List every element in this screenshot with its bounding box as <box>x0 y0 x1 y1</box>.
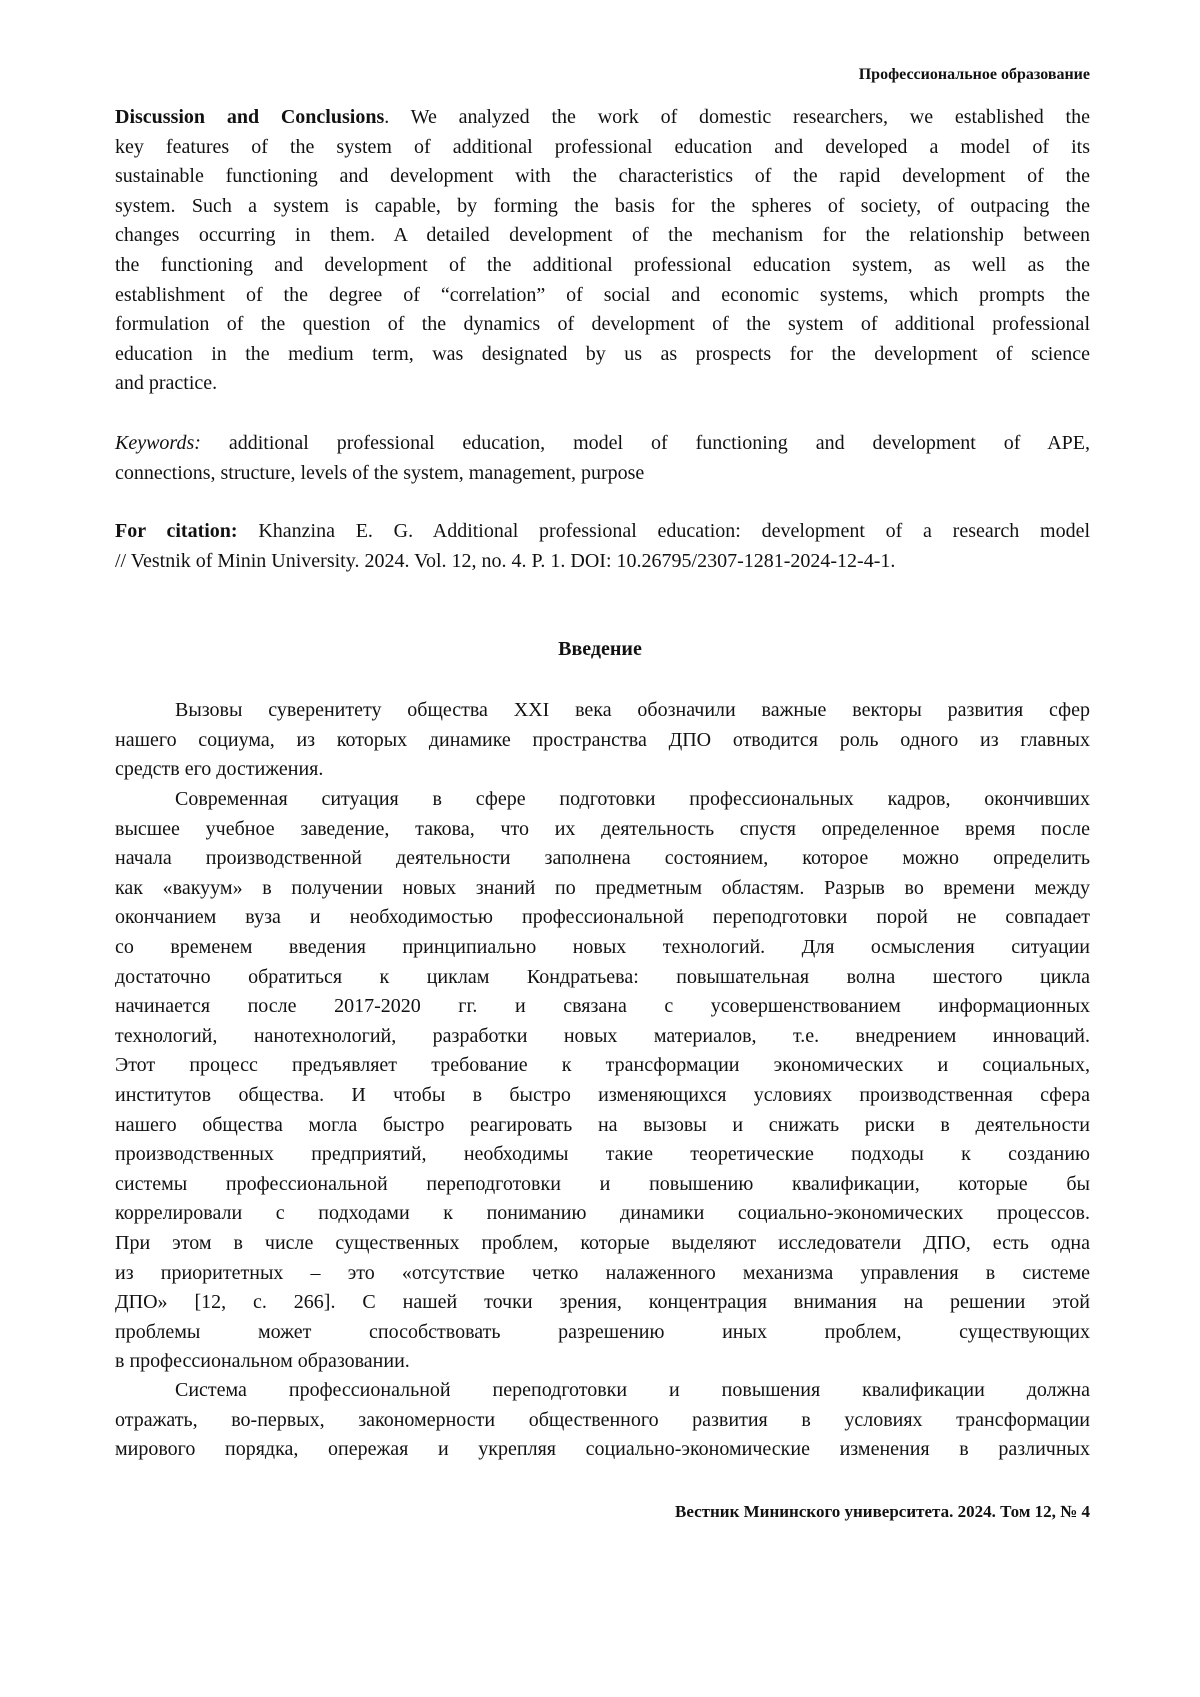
keywords-paragraph <box>115 429 1090 488</box>
label: Discussion and Conclusions <box>115 106 384 128</box>
line-text: and practice. <box>115 372 217 394</box>
text-line: Вызовы суверенитету общества XXI века обозначили важные векторы развития сфер <box>115 696 1090 726</box>
body-paragraph-2 <box>115 785 1090 1377</box>
text-line <box>115 517 1090 547</box>
text-line: нашего общества могла быстро реагировать на вызовы и снижать риски в деятельности <box>115 1111 1090 1141</box>
body-paragraph-1 <box>115 696 1090 785</box>
text-line: проблемы может способствовать разрешению иных проблем, существующих <box>115 1318 1090 1348</box>
text-line: со временем введения принципиально новых технологий. Для осмысления ситуации <box>115 933 1090 963</box>
text-line: производственных предприятий, необходимы такие теоретические подходы к созданию <box>115 1140 1090 1170</box>
text-line: коррелировали с подходами к пониманию динамики социально-экономических процессов. <box>115 1199 1090 1229</box>
line-text: the functioning and development of the additional professional education system, as well as the <box>115 254 1090 276</box>
text-line <box>115 133 1090 163</box>
line-text: . We analyzed the work of domestic researchers, we established the <box>384 106 1090 128</box>
text-line <box>115 162 1090 192</box>
text-line <box>115 369 1090 399</box>
text-line: отражать, во-первых, закономерности общественного развития в условиях трансформации <box>115 1406 1090 1436</box>
line-text: formulation of the question of the dynamics of development of the system of additional professional <box>115 313 1090 335</box>
text-line: Этот процесс предъявляет требование к трансформации экономических и социальных, <box>115 1051 1090 1081</box>
section-title: Введение <box>0 638 1200 661</box>
text-line: достаточно обратиться к циклам Кондратьева: повышательная волна шестого цикла <box>115 963 1090 993</box>
line-text: Khanzina E. G. Additional professional education: development of a research model <box>238 520 1090 542</box>
line-text: connections, structure, levels of the system, management, purpose <box>115 462 644 484</box>
text-line: нашего социума, из которых динамике пространства ДПО отводится роль одного из главных <box>115 726 1090 756</box>
text-line: из приоритетных – это «отсутствие четко налаженного механизма управления в системе <box>115 1259 1090 1289</box>
line-text: // Vestnik of Minin University. 2024. Vol. 12, no. 4. P. 1. DOI: 10.26795/2307-1281-2024-12-4-1. <box>115 550 895 572</box>
text-line <box>115 192 1090 222</box>
text-line <box>115 103 1090 133</box>
text-line <box>115 429 1090 459</box>
text-line <box>115 251 1090 281</box>
label: For citation: <box>115 520 238 542</box>
line-text: additional professional education, model of functioning and development of APE, <box>201 432 1090 454</box>
text-line: институтов общества. И чтобы в быстро изменяющихся условиях производственная сфера <box>115 1081 1090 1111</box>
discussion-paragraph <box>115 103 1090 399</box>
text-line: начинается после 2017-2020 гг. и связана с усовершенствованием информационных <box>115 992 1090 1022</box>
text-line: в профессиональном образовании. <box>115 1347 1090 1377</box>
text-line <box>115 281 1090 311</box>
text-line <box>115 340 1090 370</box>
line-text: system. Such a system is capable, by forming the basis for the spheres of society, of outpacing the <box>115 195 1090 217</box>
text-line <box>115 459 1090 489</box>
text-line: окончанием вуза и необходимостью профессиональной переподготовки порой не совпадает <box>115 903 1090 933</box>
line-text: changes occurring in them. A detailed development of the mechanism for the relationship between <box>115 224 1090 246</box>
line-text: establishment of the degree of “correlation” of social and economic systems, which prompts the <box>115 284 1090 306</box>
text-line: системы профессиональной переподготовки и повышению квалификации, которые бы <box>115 1170 1090 1200</box>
text-line <box>115 310 1090 340</box>
text-line <box>115 221 1090 251</box>
citation-paragraph <box>115 517 1090 576</box>
text-line: технологий, нанотехнологий, разработки новых материалов, т.е. внедрением инноваций. <box>115 1022 1090 1052</box>
line-text: education in the medium term, was designated by us as prospects for the development of science <box>115 343 1090 365</box>
label: Keywords: <box>115 432 201 454</box>
text-line: Современная ситуация в сфере подготовки профессиональных кадров, окончивших <box>115 785 1090 815</box>
journal-footer: Вестник Мининского университета. 2024. Том 12, № 4 <box>675 1502 1090 1522</box>
line-text: key features of the system of additional professional education and developed a model of its <box>115 136 1090 158</box>
text-line: как «вакуум» в получении новых знаний по предметным областям. Разрыв во времени между <box>115 874 1090 904</box>
text-line: Система профессиональной переподготовки и повышения квалификации должна <box>115 1376 1090 1406</box>
text-line: высшее учебное заведение, такова, что их деятельность спустя определенное время после <box>115 815 1090 845</box>
line-text: sustainable functioning and development with the characteristics of the rapid development of the <box>115 165 1090 187</box>
text-line: начала производственной деятельности заполнена состоянием, которое можно определить <box>115 844 1090 874</box>
text-line: средств его достижения. <box>115 755 1090 785</box>
text-line: мирового порядка, опережая и укрепляя социально-экономические изменения в различных <box>115 1435 1090 1465</box>
text-line: При этом в числе существенных проблем, которые выделяют исследователи ДПО, есть одна <box>115 1229 1090 1259</box>
text-line <box>115 547 1090 577</box>
text-line: ДПО» [12, с. 266]. С нашей точки зрения, концентрация внимания на решении этой <box>115 1288 1090 1318</box>
running-header: Профессиональное образование <box>859 66 1090 84</box>
body-paragraph-3 <box>115 1376 1090 1465</box>
